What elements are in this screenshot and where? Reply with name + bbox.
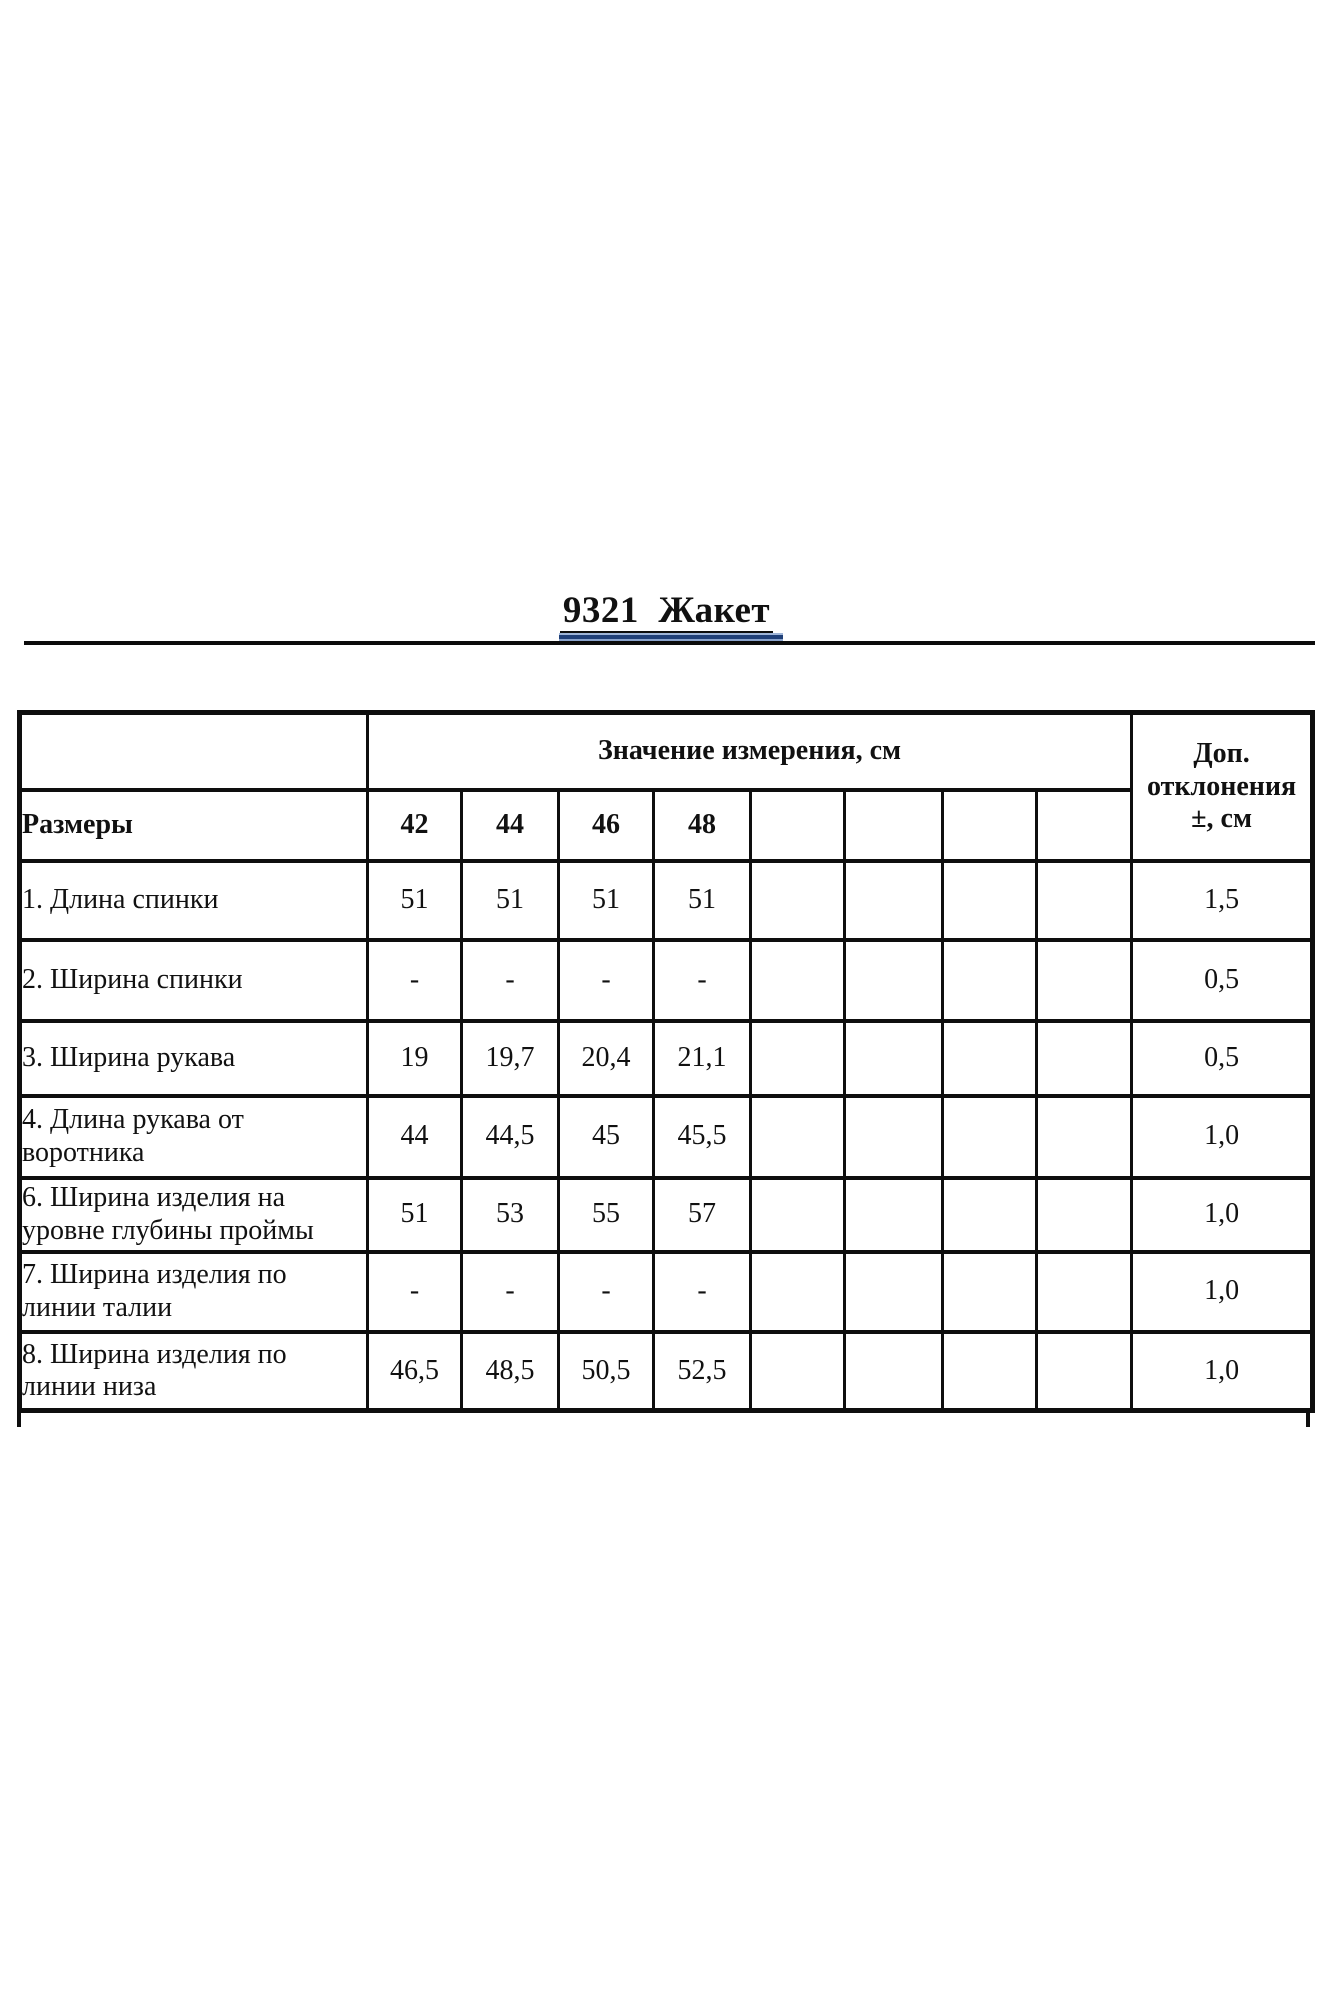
value-cell xyxy=(943,1096,1037,1178)
size-column-header: 44 xyxy=(462,790,559,861)
table-row xyxy=(20,940,1313,1021)
value-cell: - xyxy=(462,940,559,1021)
value-cell: 55 xyxy=(559,1178,654,1252)
value-cell xyxy=(943,1021,1037,1096)
value-cell xyxy=(751,1252,845,1332)
row-label-cell: 1. Длина спинки xyxy=(20,861,368,940)
table-row xyxy=(20,1021,1313,1096)
table-row xyxy=(20,1178,1313,1252)
value-cell: 51 xyxy=(559,861,654,940)
deviation-cell: 1,0 xyxy=(1132,1252,1313,1332)
value-cell: - xyxy=(368,1252,462,1332)
size-column-header: 48 xyxy=(654,790,751,861)
title-accent-underline xyxy=(559,633,783,641)
deviation-cell: 1,0 xyxy=(1132,1096,1313,1178)
row-label-cell: 3. Ширина рукава xyxy=(20,1021,368,1096)
value-cell xyxy=(845,1252,943,1332)
value-cell xyxy=(845,940,943,1021)
row-label-cell: 2. Ширина спинки xyxy=(20,940,368,1021)
value-cell: 52,5 xyxy=(654,1332,751,1411)
value-cell: 20,4 xyxy=(559,1021,654,1096)
value-cell xyxy=(751,1096,845,1178)
value-cell: 51 xyxy=(368,861,462,940)
measurement-table xyxy=(17,710,1315,1413)
deviation-header-cell: Доп. отклонения ±, см xyxy=(1132,713,1313,861)
size-column-header xyxy=(943,790,1037,861)
row-label-cell: 4. Длина рукава от воротника xyxy=(20,1096,368,1178)
value-cell: 21,1 xyxy=(654,1021,751,1096)
table-continuation-stub xyxy=(17,1408,1310,1427)
value-cell xyxy=(943,940,1037,1021)
value-cell xyxy=(751,940,845,1021)
value-cell xyxy=(845,1332,943,1411)
header-row-sizes xyxy=(20,790,1313,861)
value-cell xyxy=(845,1178,943,1252)
value-cell: - xyxy=(462,1252,559,1332)
row-label-cell: 8. Ширина изделия по линии низа xyxy=(20,1332,368,1411)
document-title: 9321 Жакет xyxy=(560,592,773,634)
header-row-measurement xyxy=(20,713,1313,790)
value-cell xyxy=(1037,1096,1132,1178)
corner-cell xyxy=(20,713,368,790)
value-cell: 19,7 xyxy=(462,1021,559,1096)
value-cell xyxy=(845,861,943,940)
deviation-cell: 0,5 xyxy=(1132,1021,1313,1096)
value-cell: - xyxy=(654,940,751,1021)
value-cell: 51 xyxy=(654,861,751,940)
value-cell: 51 xyxy=(368,1178,462,1252)
measurement-header-cell: Значение измерения, см xyxy=(368,713,1132,790)
value-cell xyxy=(1037,1178,1132,1252)
value-cell: 50,5 xyxy=(559,1332,654,1411)
value-cell xyxy=(943,1252,1037,1332)
value-cell xyxy=(751,1332,845,1411)
deviation-cell: 1,0 xyxy=(1132,1332,1313,1411)
value-cell xyxy=(845,1021,943,1096)
value-cell: - xyxy=(559,940,654,1021)
size-column-header: 46 xyxy=(559,790,654,861)
deviation-cell: 0,5 xyxy=(1132,940,1313,1021)
sizes-label-cell: Размеры xyxy=(20,790,368,861)
table-row xyxy=(20,861,1313,940)
value-cell: 57 xyxy=(654,1178,751,1252)
value-cell: 44 xyxy=(368,1096,462,1178)
value-cell: 45 xyxy=(559,1096,654,1178)
value-cell xyxy=(845,1096,943,1178)
table-row xyxy=(20,1252,1313,1332)
value-cell xyxy=(943,1332,1037,1411)
value-cell xyxy=(751,1021,845,1096)
value-cell: 46,5 xyxy=(368,1332,462,1411)
value-cell xyxy=(943,1178,1037,1252)
value-cell xyxy=(1037,1252,1132,1332)
value-cell: - xyxy=(368,940,462,1021)
value-cell: 19 xyxy=(368,1021,462,1096)
value-cell: - xyxy=(654,1252,751,1332)
size-column-header xyxy=(845,790,943,861)
deviation-cell: 1,5 xyxy=(1132,861,1313,940)
table-row xyxy=(20,1332,1313,1411)
size-column-header: 42 xyxy=(368,790,462,861)
value-cell: 51 xyxy=(462,861,559,940)
table-row xyxy=(20,1096,1313,1178)
row-label-cell: 7. Ширина изделия по линии талии xyxy=(20,1252,368,1332)
value-cell xyxy=(751,1178,845,1252)
value-cell xyxy=(751,861,845,940)
value-cell xyxy=(943,861,1037,940)
horizontal-rule xyxy=(24,641,1315,645)
value-cell xyxy=(1037,1332,1132,1411)
deviation-cell: 1,0 xyxy=(1132,1178,1313,1252)
value-cell: 48,5 xyxy=(462,1332,559,1411)
value-cell xyxy=(1037,861,1132,940)
value-cell: 53 xyxy=(462,1178,559,1252)
title-block xyxy=(0,592,1333,634)
size-column-header xyxy=(1037,790,1132,861)
value-cell xyxy=(1037,940,1132,1021)
size-column-header xyxy=(751,790,845,861)
row-label-cell: 6. Ширина изделия на уровне глубины проймы xyxy=(20,1178,368,1252)
value-cell: - xyxy=(559,1252,654,1332)
value-cell: 44,5 xyxy=(462,1096,559,1178)
value-cell xyxy=(1037,1021,1132,1096)
value-cell: 45,5 xyxy=(654,1096,751,1178)
